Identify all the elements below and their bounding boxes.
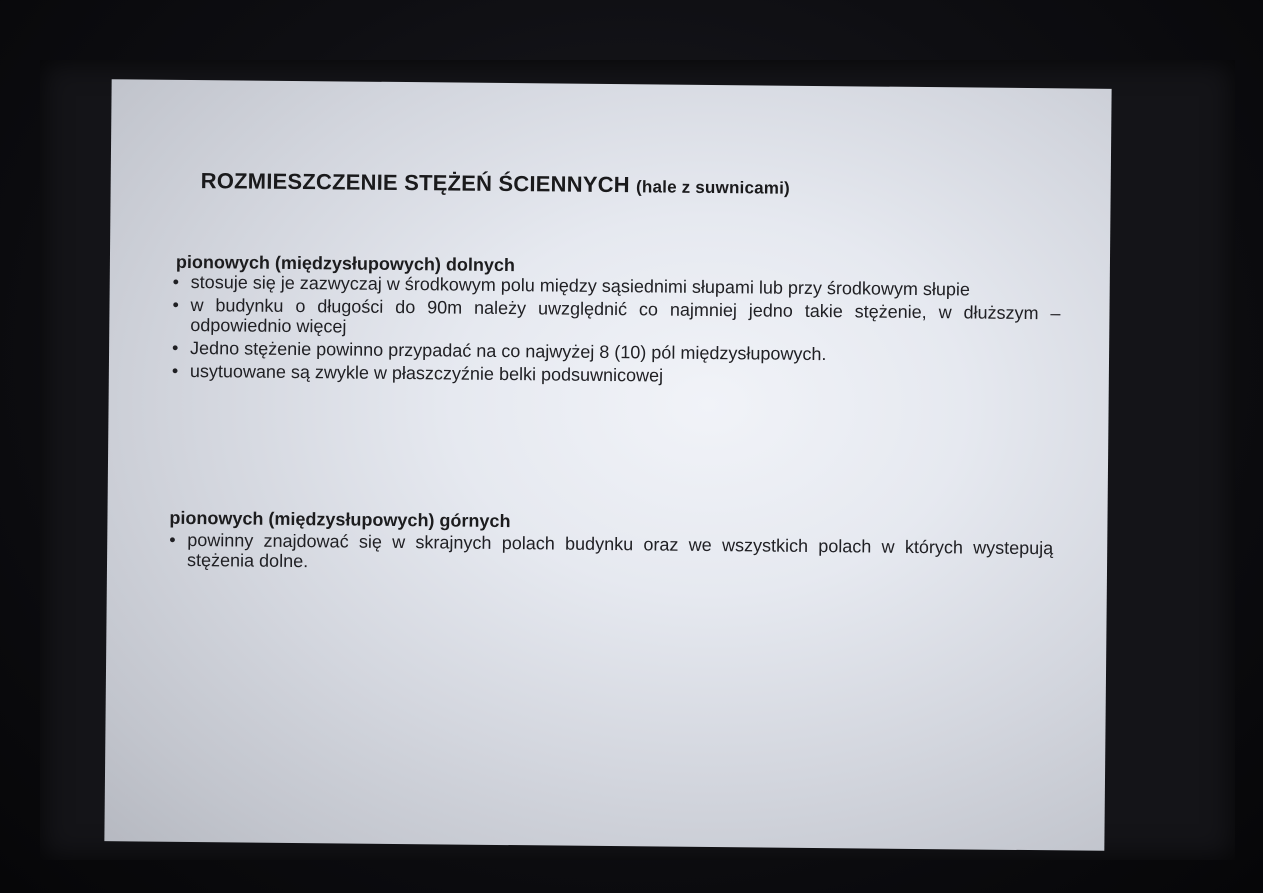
bullet-item: • stosuje się je zazwyczaj w środkowym polu między sąsiednimi słupami lub przy środkowym słupie [173,272,1061,301]
section-heading-upper-bracing: pionowych (międzysłupowych) górnych [169,507,511,532]
slide-title [201,168,790,200]
upper-bracing-bullet-list [169,530,1053,581]
slide-title-text: ROZMIESZCZENIE STĘŻEŃ ŚCIENNYCH [200,168,630,198]
slide-subtitle: (hale z suwnicami) [636,177,791,198]
bullet-item: • usytuowane są zwykle w płaszczyźnie belki podsuwnicowej [172,361,1060,390]
projected-slide [104,79,1111,851]
bullet-item: • powinny znajdować się w skrajnych polach budynku oraz we wszystkich polach w których wystepują stężenia dolne. [169,530,1053,578]
bullet-item: • Jedno stężenie powinno przypadać na co najwyżej 8 (10) pól międzysłupowych. [172,338,1060,367]
section-heading-lower-bracing: pionowych (międzysłupowych) dolnych [175,251,516,276]
lower-bracing-bullet-list [172,272,1061,393]
bullet-item: • w budynku o długości do 90m należy uwzględnić co najmniej jedno takie stężenie, w dłuższym – odpowiednio więcej [172,295,1060,344]
